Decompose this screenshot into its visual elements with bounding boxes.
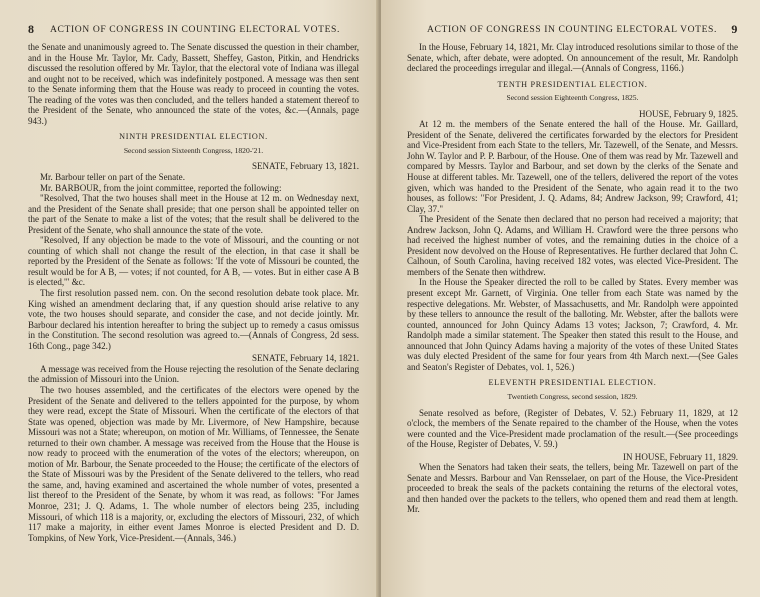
running-head: ACTION OF CONGRESS IN COUNTING ELECTORAL VOTES. (427, 24, 717, 35)
paragraph: Mr. BARBOUR, from the joint committee, reported the following: (40, 182, 282, 193)
right-page-header (407, 24, 738, 38)
session-line: Twentieth Congress, second session, 1829. (507, 391, 638, 401)
section-heading: TENTH PRESIDENTIAL ELECTION. (497, 79, 648, 89)
paragraph: The two houses assembled, and the certificates of the electors were opened by the President of the Senate and delivered to the tellers appointed for the purpose, by whom they were read, except the State of Missouri. When the certificate of the electors of that State was opened, objection was made by Mr. Livermore, of New Hampshire, because Missouri was not a State; whereupon, on motion of Mr. Williams, of Tennessee, the Senate returned to their own chamber. A message was received from the House that the House is now ready to proceed with the enumeration of the votes of the electors; whereupon, on motion of Mr. Barbour, the Senate proceeded to the House; the certificate of the electors of the State of Missouri was by the President of the Senate delivered to the tellers, who read the same, and, having examined and ascertained the whole number of votes, presented a list thereof to the President of the Senate, by whom it was read, as follows: "For James Monroe, 231; J. Q. Adams, 1. The whole number of electors being 235, including Missouri, of which 118 is a majority, or, excluding the electors of Missouri, 232, of which 117 make a majority, in either event James Monroe is elected President and D. D. Tompkins, of New York, Vice-President.—(Annals, 346.) (28, 384, 359, 543)
paragraph: The first resolution passed nem. con. On the second resolution debate took place. Mr. King wished an amendment declaring that, if any question should arise relative to any vote, the two houses should separate, and consider the case, and not decide jointly. Mr. Barbour declared his intention hereafter to bring the subject up to remedy a casus omissus in the Constitution. The second resolution was agreed to.—(Annals of Congress, 2d sess. 16th Cong., page 342.) (28, 288, 359, 351)
paragraph: "Resolved, That the two houses shall meet in the House at 12 m. on Wednesday next, and the President of the Senate shall preside; that one person shall be appointed teller on the part of the Senate to make a list of the votes; that the result shall be delivered to the President of the Senate, who shall announce the state of the vote. (28, 193, 359, 235)
paragraph: Senate resolved as before, (Register of Debates, V. 52.) February 11, 1829, at 12 o'clock, the members of the Senate repaired to the chamber of the House, when the votes were counted and the Vice-President made proclamation of the result.—(See proceedings of the House, Register of Debates, V. 59.) (407, 407, 738, 450)
paragraph: In the House, February 14, 1821, Mr. Clay introduced resolutions similar to those of the Senate, which, after debate, were adopted. On announcement of the result, Mr. Randolph declared the proceedings irregular and illegal.—(Annals of Congress, 1166.) (407, 42, 738, 74)
dateline: SENATE, February 14, 1821. (251, 353, 359, 364)
paragraph: A message was received from the House rejecting the resolution of the Senate declaring the admission of Missouri into the Union. (28, 363, 359, 385)
page-number: 8 (28, 22, 35, 36)
session-line: Second session Sixteenth Congress, 1820-'21. (123, 145, 264, 155)
section-heading: ELEVENTH PRESIDENTIAL ELECTION. (488, 378, 657, 388)
paragraph: In the House the Speaker directed the roll to be called by States. Every member was present except Mr. Garnett, of Virginia. One teller from each State was named by the respective delegations. Mr. Webster, of Massachusetts, and Mr. Randolph were appointed by these tellers to announce the result of the balloting. Mr. Webster, after the ballots were counted, announced for John Quincy Adams 13 votes; Jackson, 7; Crawford, 4. Mr. Randolph made a similar statement. The Speaker then stated this result to the House, and announced that John Quincy Adams having a majority of the votes of these United States was duly elected President of the same for four years from 4th March next.—(See Gales and Seaton's Register of Debates, vol. 1, 526.) (407, 277, 738, 372)
right-page (381, 0, 760, 597)
paragraph: The President of the Senate then declared that no person had received a majority; that Andrew Jackson, John Q. Adams, and William H. Crawford were the three persons who had received the highest number of votes, and the remaining duties in the choice of a President now devolved on the House of Representatives. He further declared that John C. Calhoun, of South Carolina, having received 182 votes, was elected Vice-President. The members of the Senate then withdrew. (407, 214, 738, 277)
right-page-body (407, 42, 738, 515)
dateline: IN HOUSE, February 11, 1829. (623, 451, 738, 462)
left-page-body (28, 42, 359, 543)
dateline: HOUSE, February 9, 1825. (638, 108, 738, 119)
section-heading: NINTH PRESIDENTIAL ELECTION. (119, 132, 268, 142)
left-page (0, 0, 379, 597)
dateline: SENATE, February 13, 1821. (251, 161, 359, 172)
paragraph: "Resolved, If any objection be made to the vote of Missouri, and the counting or not counting of which shall not change the result of the election, in that case it shall be reported by the President of the Senate as follows: 'If the vote of Missouri be counted, the result would be for A B, — votes; if not counted, for A B, — votes. But in either case A B is elected,'" &c. (28, 235, 359, 288)
paragraph: When the Senators had taken their seats, the tellers, being Mr. Tazewell on part of the Senate and Messrs. Barbour and Van Rensselaer, on part of the House, the Vice-President proceeded to break the seals of the packets containing the returns of the electoral votes, and then handed over the packets to the tellers, who opened them and read them at length. Mr. (407, 462, 738, 515)
session-line: Second session Eighteenth Congress, 1825. (506, 93, 639, 103)
left-page-header (28, 24, 359, 38)
paragraph: the Senate and unanimously agreed to. The Senate discussed the question in their chamber, and in the House Mr. Taylor, Mr. Cady, Bassett, Sheffey, Gaston, Pitkin, and Hendricks discussed the resolution offered by Mr. Taylor, that the electoral vote of Indiana was illegal and ought not to be received, which was indefinitely postponed. A message was then sent to the Senate informing them that the House was ready to proceed in counting the votes. The reading of the votes was then concluded, and the tellers handed a statement thereof to the President of the Senate, who announced the state of the votes, &c.—(Annals, page 943.) (28, 42, 359, 126)
running-head: ACTION OF CONGRESS IN COUNTING ELECTORAL VOTES. (50, 24, 340, 35)
paragraph: At 12 m. the members of the Senate entered the hall of the House. Mr. Gaillard, President of the Senate, delivered the certificates forwarded by the electors for President and Vice-President from each State to the tellers, Mr. Tazewell, of the Senate, and Messrs. John W. Taylor and P. P. Barbour, of the House. One of them was read by Mr. Tazewell and compared by Messrs. Taylor and Barbour, and set down by the clerks of the Senate and House at different tables. Mr. Tazewell, one of the tellers, delivered the report of the votes given, which was handed to the President of the Senate, who again read it to the two houses, as follows: "For President, J. Q. Adams, 84; Andrew Jackson, 99; Crawford, 41; Clay, 37." (407, 119, 738, 214)
page-number: 9 (731, 22, 738, 36)
paragraph: Mr. Barbour teller on part of the Senate. (40, 172, 185, 183)
